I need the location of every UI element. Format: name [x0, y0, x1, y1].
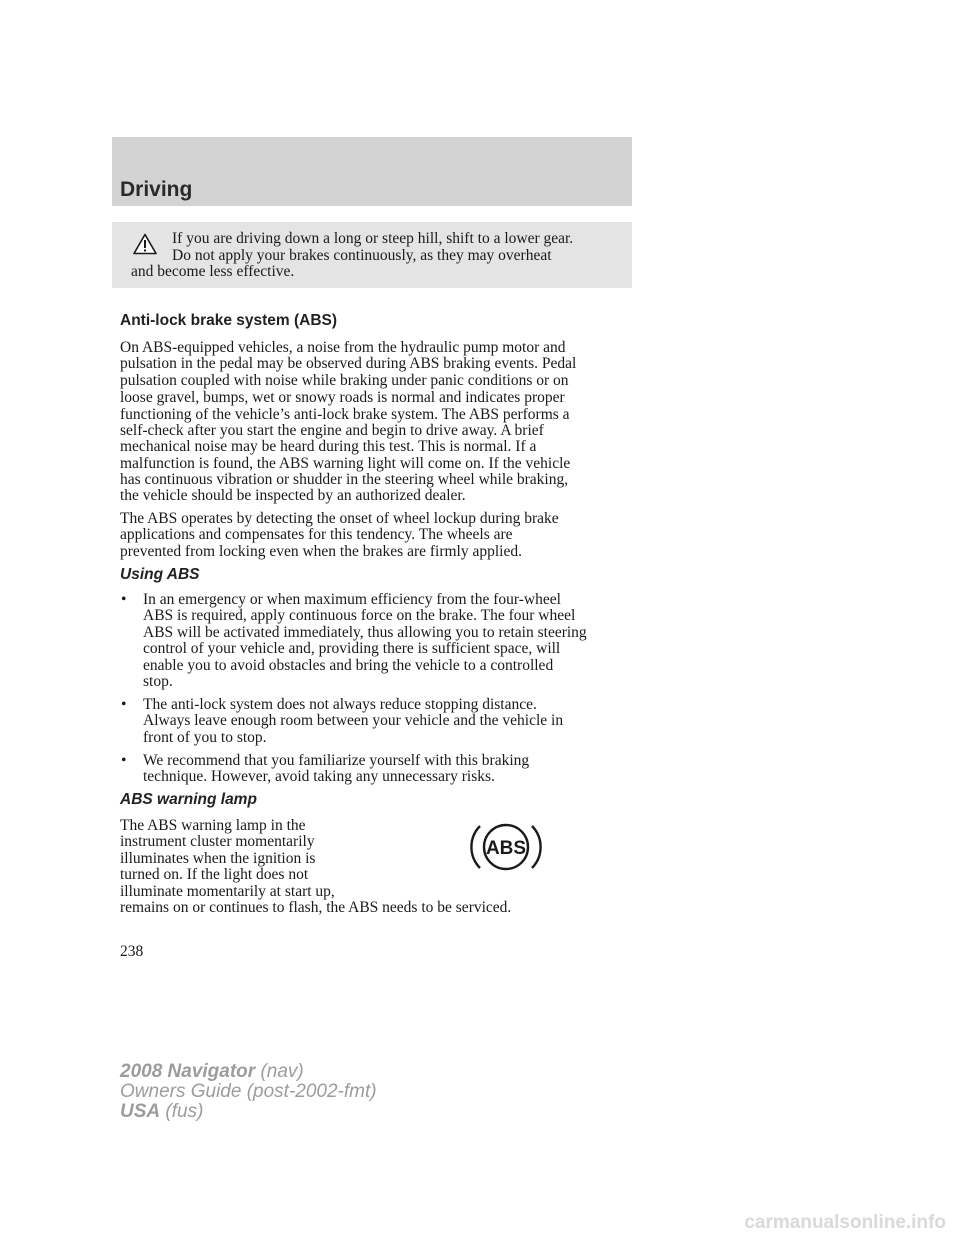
paragraph-line: has continuous vibration or shudder in the steering wheel while braking,	[120, 471, 569, 488]
bullet-line: In an emergency or when maximum efficiency from the four-wheel	[143, 591, 561, 608]
paragraph-line: loose gravel, bumps, wet or snowy roads is normal and indicates proper	[120, 389, 565, 406]
paragraph-line: instrument cluster momentarily	[120, 833, 315, 850]
bullet-line: enable you to avoid obstacles and bring the vehicle to a controlled	[143, 657, 554, 674]
paragraph-line: functioning of the vehicle’s anti-lock brake system. The ABS performs a	[120, 406, 570, 423]
paragraph-line: illuminate momentarily at start up,	[120, 883, 335, 900]
bullet-marker: •	[121, 696, 127, 713]
paragraph-line: self-check after you start the engine and begin to drive away. A brief	[120, 422, 544, 439]
page-number: 238	[120, 943, 144, 960]
paragraph-line: pulsation in the pedal may be observed during ABS braking events. Pedal	[120, 355, 577, 372]
warning-line: Do not apply your brakes continuously, as they may overheat	[172, 247, 552, 264]
paragraph-line: illuminates when the ignition is	[120, 850, 316, 867]
watermark: carmanualsonline.info	[744, 1212, 946, 1233]
warning-triangle-icon	[133, 233, 157, 255]
bullet-line: stop.	[143, 673, 173, 690]
paragraph-line: On ABS-equipped vehicles, a noise from the hydraulic pump motor and	[120, 339, 566, 356]
abs-warning-lamp-heading: ABS warning lamp	[120, 791, 257, 808]
footer-market: USA	[120, 1101, 161, 1122]
paragraph-line: mechanical noise may be heard during this test. This is normal. If a	[120, 438, 537, 455]
paragraph-line: The ABS warning lamp in the	[120, 817, 306, 834]
abs-icon-label: ABS	[485, 838, 527, 859]
bullet-line: ABS will be activated immediately, thus allowing you to retain steering	[143, 624, 587, 641]
footer-model: 2008 Navigator	[120, 1061, 256, 1082]
paragraph-line: applications and compensates for this tendency. The wheels are	[120, 526, 513, 543]
paragraph-line: turned on. If the light does not	[120, 866, 309, 883]
paragraph-line: The ABS operates by detecting the onset of wheel lockup during brake	[120, 510, 559, 527]
footer-guide: Owners Guide (post-2002-fmt)	[120, 1081, 377, 1102]
using-abs-heading: Using ABS	[120, 566, 200, 583]
paragraph-line: the vehicle should be inspected by an authorized dealer.	[120, 487, 466, 504]
document-footer	[120, 1062, 377, 1122]
warning-line: and become less effective.	[131, 263, 295, 280]
bullet-line: control of your vehicle and, providing there is sufficient space, will	[143, 640, 561, 657]
footer-model-code: (nav)	[260, 1061, 304, 1082]
bullet-line: ABS is required, apply continuous force on the brake. The four wheel	[143, 607, 576, 624]
paragraph-line: remains on or continues to flash, the ABS needs to be serviced.	[120, 899, 512, 916]
warning-line: If you are driving down a long or steep hill, shift to a lower gear.	[172, 230, 574, 247]
abs-warning-lamp-icon	[470, 816, 542, 878]
bullet-line: Always leave enough room between your vehicle and the vehicle in	[143, 712, 564, 729]
paragraph-line: pulsation coupled with noise while braking under panic conditions or on	[120, 372, 569, 389]
paragraph-line: prevented from locking even when the brakes are firmly applied.	[120, 543, 522, 560]
bullet-marker: •	[121, 591, 127, 608]
bullet-line: We recommend that you familiarize yourself with this braking	[143, 752, 530, 769]
paragraph-line: malfunction is found, the ABS warning light will come on. If the vehicle	[120, 455, 571, 472]
bullet-line: The anti-lock system does not always reduce stopping distance.	[143, 696, 537, 713]
bullet-marker: •	[121, 752, 127, 769]
section-title: Driving	[120, 178, 193, 201]
bullet-line: technique. However, avoid taking any unnecessary risks.	[143, 768, 495, 785]
footer-market-code: (fus)	[165, 1101, 204, 1122]
abs-section-heading: Anti-lock brake system (ABS)	[120, 312, 338, 329]
bullet-line: front of you to stop.	[143, 729, 267, 746]
